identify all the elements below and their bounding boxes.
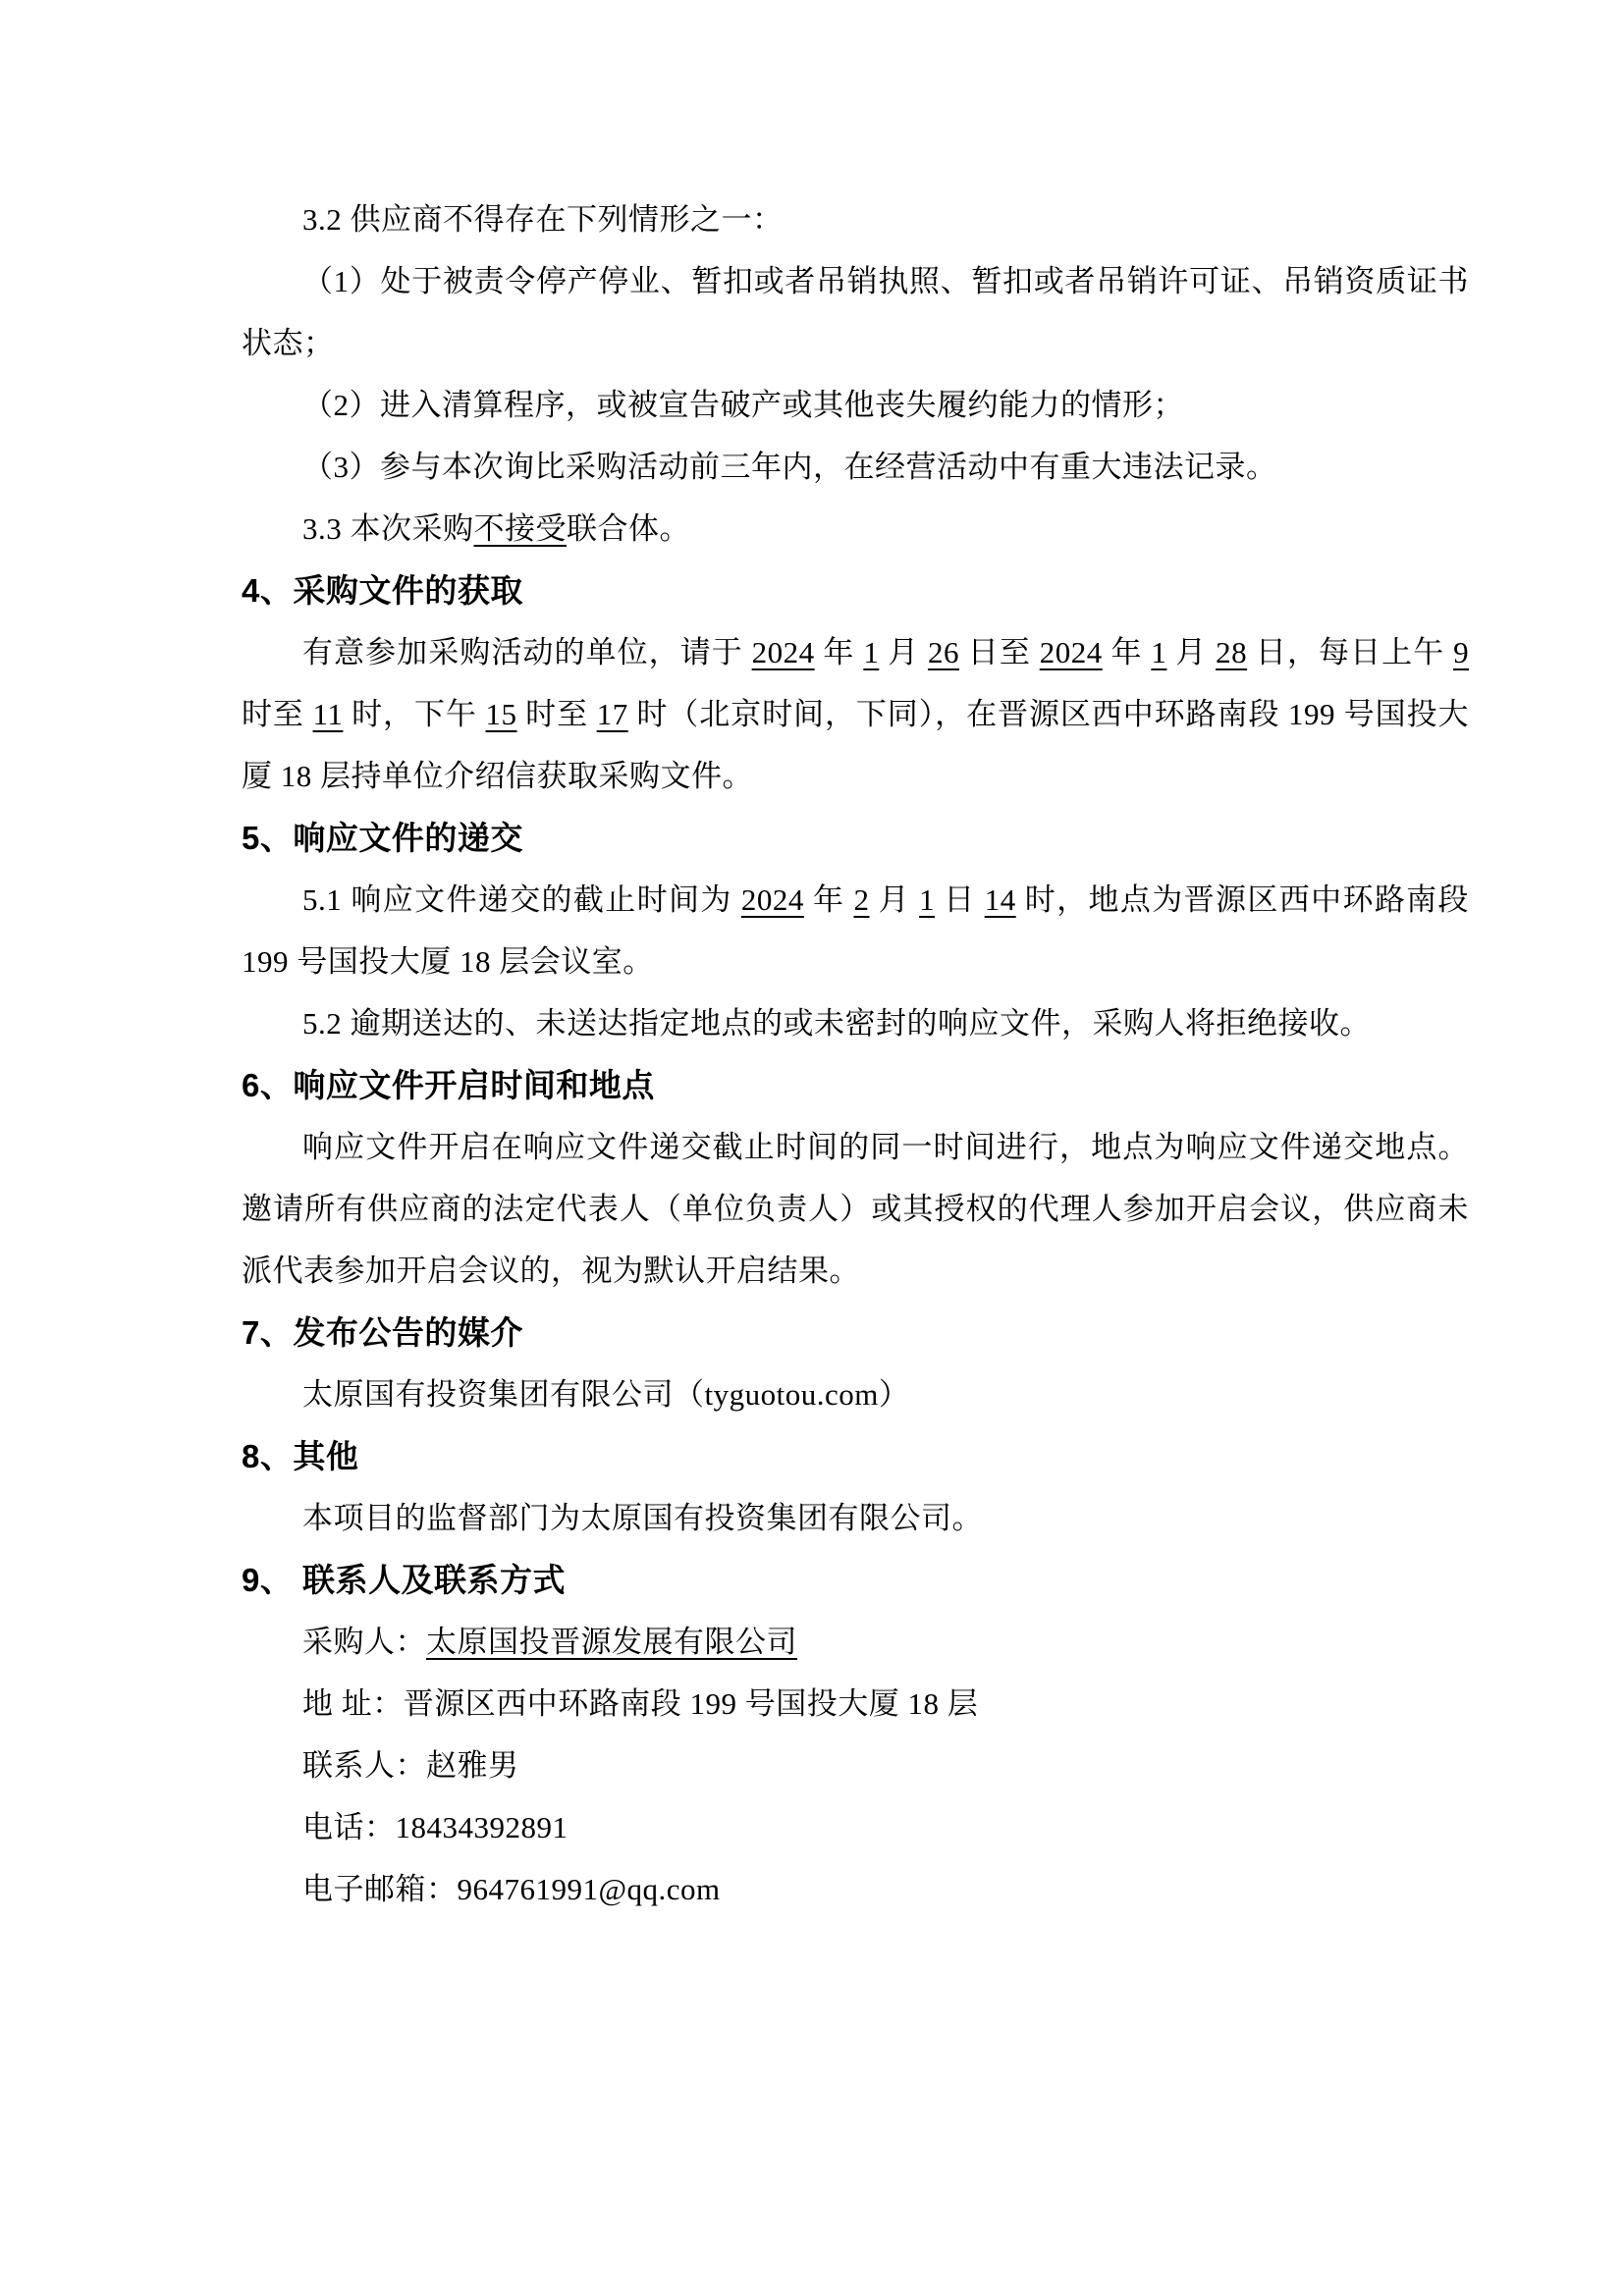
text-run: （1）处于被责令停产停业、暂扣或者吊销执照、暂扣或者吊销许可证、吊销资质证书状态； [242,264,1469,360]
text-run: 联系人：赵雅男 [302,1748,519,1783]
underlined-text-run: 9 [1453,635,1470,669]
text-run: 月 [879,635,928,669]
paragraph [242,1673,1469,1735]
section-heading [242,807,1469,869]
paragraph [242,374,1469,436]
paragraph [242,498,1469,560]
underlined-text-run: 1 [1151,635,1167,669]
text-run: 时至 [242,697,313,731]
text-run: 电子邮箱：964761991@qq.com [302,1872,721,1906]
text-run: （3）参与本次询比采购活动前三年内，在经营活动中有重大违法记录。 [302,450,1277,484]
text-run: 时至 [516,697,597,731]
text-run: 日 [935,882,985,917]
paragraph [242,1858,1469,1920]
underlined-text-run: 2024 [740,882,804,917]
underlined-text-run: 2024 [1039,635,1103,669]
underlined-text-run: 28 [1216,635,1248,669]
paragraph [242,1363,1469,1425]
text-run: 年 [1102,635,1152,669]
text-run: 7、发布公告的媒介 [242,1314,523,1351]
underlined-text-run: 太原国投晋源发展有限公司 [426,1625,797,1659]
underlined-text-run: 不接受 [473,511,567,546]
text-run: 时，地点为晋源区西中环路南段 199 号国投大厦 18 层会议室。 [242,882,1470,979]
text-run: 5.2 逾期送达的、未送达指定地点的或未密封的响应文件，采购人将拒绝接收。 [302,1006,1371,1041]
underlined-text-run: 1 [919,882,936,917]
text-run: 9、 联系人及联系方式 [242,1562,567,1598]
text-run: 年 [803,882,854,917]
text-run: 日，每日上午 [1247,635,1454,669]
section-heading [242,1549,1469,1611]
paragraph [242,1116,1469,1302]
underlined-text-run: 2 [853,882,870,917]
paragraph [242,992,1469,1054]
paragraph [242,188,1469,250]
section-heading [242,1054,1469,1116]
paragraph [242,250,1469,374]
underlined-text-run: 14 [984,882,1016,917]
text-run: 电话：18434392891 [302,1810,568,1844]
section-heading [242,1302,1469,1363]
underlined-text-run: 2024 [751,635,815,669]
section-heading [242,560,1469,621]
text-run: 本项目的监督部门为太原国有投资集团有限公司。 [302,1501,983,1535]
text-run: 6、响应文件开启时间和地点 [242,1067,655,1103]
underlined-text-run: 1 [863,635,880,669]
underlined-text-run: 15 [485,697,517,731]
text-run: 响应文件开启在响应文件递交截止时间的同一时间进行，地点为响应文件递交地点。邀请所有供应商的法定代表人（单位负责人）或其授权的代理人参加开启会议，供应商未派代表参加开启会议的，视为默认开启结果。 [242,1130,1469,1288]
underlined-text-run: 26 [928,635,959,669]
document-content [242,188,1469,1920]
text-run: 时，下午 [343,697,486,731]
text-run: 4、采购文件的获取 [242,572,523,609]
text-run: 日至 [959,635,1040,669]
section-heading [242,1425,1469,1487]
text-run: 年 [814,635,864,669]
text-run: 5.1 响应文件递交的截止时间为 [302,882,741,917]
text-run: （2）进入清算程序，或被宣告破产或其他丧失履约能力的情形； [302,388,1184,422]
text-run: 5、响应文件的递交 [242,820,523,856]
paragraph [242,1735,1469,1796]
text-run: 8、其他 [242,1438,359,1474]
text-run: 时（北京时间，下同），在晋源区西中环路南段 199 号国投大厦 18 层持单位介绍信获取采购文件。 [242,697,1470,793]
text-run: 地 址：晋源区西中环路南段 199 号国投大厦 18 层 [302,1686,979,1721]
paragraph [242,621,1469,807]
paragraph [242,1796,1469,1858]
paragraph [242,1487,1469,1549]
text-run: 月 [1166,635,1217,669]
text-run: 太原国有投资集团有限公司（tyguotou.com） [302,1377,910,1412]
paragraph [242,1611,1469,1673]
text-run: 联合体。 [567,511,690,546]
underlined-text-run: 11 [312,697,344,731]
underlined-text-run: 17 [596,697,628,731]
paragraph [242,869,1469,992]
text-run: 月 [869,882,920,917]
text-run: 采购人： [302,1625,426,1659]
text-run: 3.3 本次采购 [302,511,474,546]
text-run: 有意参加采购活动的单位，请于 [302,635,752,669]
text-run: 3.2 供应商不得存在下列情形之一： [302,202,784,237]
paragraph [242,436,1469,498]
